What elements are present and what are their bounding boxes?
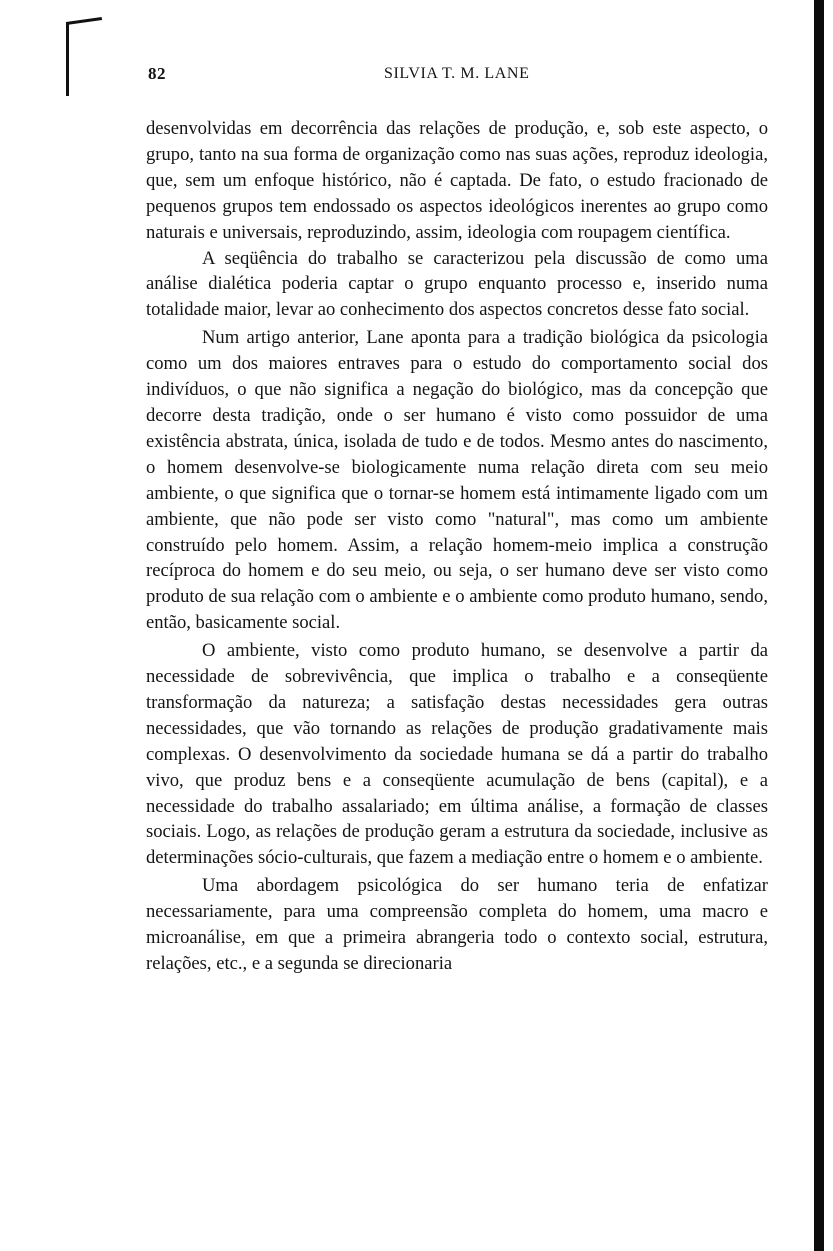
paragraph: Uma abordagem psicológica do ser humano teria de enfatizar necessariamente, para uma compreensão completa do homem, uma macro e microanálise, em que a primeira abrangeria todo o contexto social, estrutura, relações, etc., e a segunda se direcionaria: [146, 875, 768, 974]
crop-corner-mark: [66, 22, 106, 102]
body-text: [146, 116, 768, 977]
running-title: SILVIA T. M. LANE: [384, 65, 530, 82]
paragraph: A seqüência do trabalho se caracterizou pela discussão de como uma análise dialética poderia captar o grupo enquanto processo e, inserido numa totalidade maior, levar ao conhecimento dos aspectos concretos desse fato social.: [146, 247, 768, 321]
paragraph: Num artigo anterior, Lane aponta para a tradição biológica da psicologia como um dos maiores entraves para o estudo do comportamento social dos indivíduos, o que não significa a negação do biológico, mas da concepção que decorre desta tradição, onde o ser humano é visto como possuidor de uma existência abstrata, única, isolada de tudo e de todos. Mesmo antes do nascimento, o homem desenvolve-se biologicamente numa relação direta com seu meio ambiente, o que significa que o tornar-se homem está intimamente ligado com um ambiente, que não pode ser visto como "natural", mas como um ambiente construído pelo homem. Assim, a relação homem-meio implica a construção recíproca do homem e do seu meio, ou seja, o ser humano deve ser visto como produto de sua relação com o ambiente e o ambiente como produto humano, sendo, então, basicamente social.: [146, 327, 768, 634]
page-edge-shadow: [814, 0, 824, 1251]
running-head: [148, 64, 768, 88]
paragraph: O ambiente, visto como produto humano, se desenvolve a partir da necessidade de sobrevivência, que implica o trabalho e a conseqüente transformação da natureza; a satisfação destas necessidades gera outras necessidades, que vão tornando as relações de produção gradativamente mais complexas. O desenvolvimento da sociedade humana se dá a partir do trabalho vivo, que produz bens e a conseqüente acumulação de bens (capital), e a necessidade do trabalho assalariado; em última análise, a formação de classes sociais. Logo, as relações de produção geram a estrutura da sociedade, inclusive as determinações sócio-culturais, que fazem a mediação entre o homem e o ambiente.: [146, 640, 768, 869]
page-number: 82: [148, 64, 166, 83]
paragraph-continued: desenvolvidas em decorrência das relações de produção, e, sob este aspecto, o grupo, tanto na sua forma de organização como nas suas ações, reproduz ideologia, que, sem um enfoque histórico, não é captada. De fato, o estudo fracionado de pequenos grupos tem endossado os aspectos ideológicos inerentes ao grupo como naturais e universais, reproduzindo, assim, ideologia com roupagem científica.: [146, 118, 768, 243]
